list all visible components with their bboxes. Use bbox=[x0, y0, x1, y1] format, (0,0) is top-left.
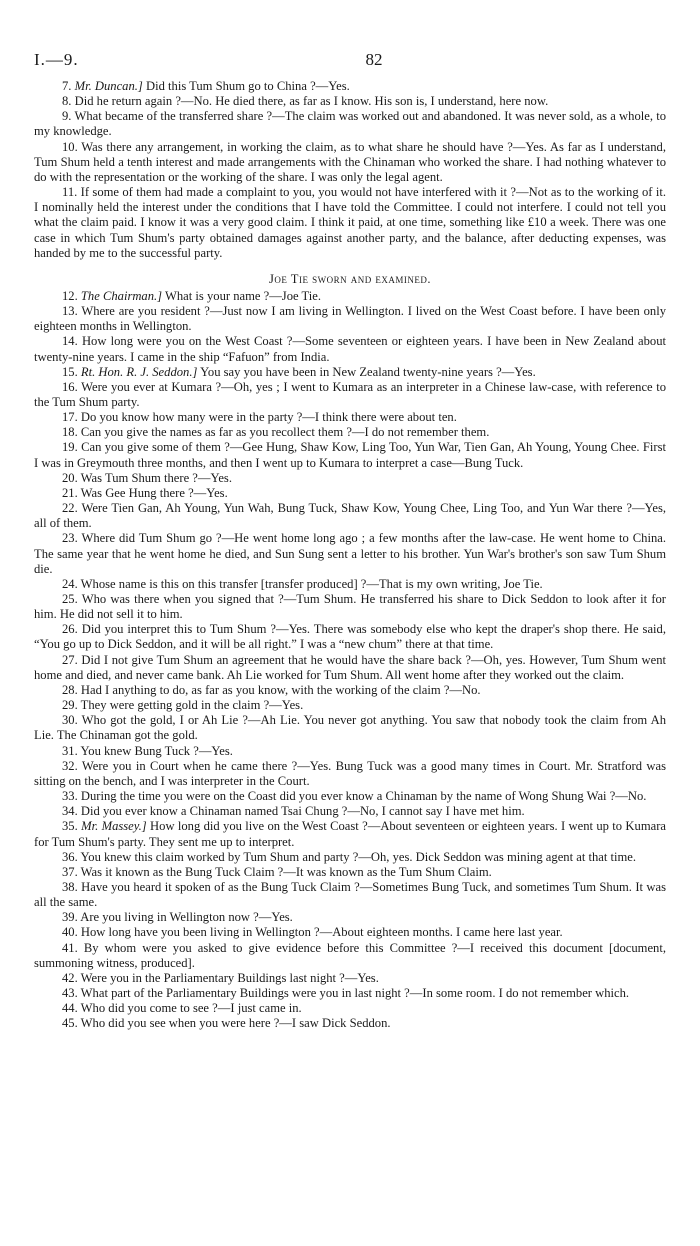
question-number: 43. bbox=[62, 986, 78, 1001]
question-text: Where are you resident ?—Just now I am living in Wellington. I lived on the West Coast before. I have been only eighteen months in Wellington. bbox=[34, 304, 667, 334]
question-text: Who did you come to see ?—I just came in. bbox=[80, 1001, 302, 1016]
question-paragraph bbox=[34, 140, 666, 185]
question-paragraph bbox=[34, 531, 666, 576]
question-text: During the time you were on the Coast did you ever know a Chinaman by the name of Wong Shung Wai ?—No. bbox=[80, 789, 647, 804]
question-text: How long were you on the West Coast ?—Some seventeen or eighteen years. I have been in New Zealand about twenty-nine years. I came in the ship “Fafuon” from India. bbox=[34, 334, 666, 364]
question-number: 45. bbox=[62, 1016, 78, 1031]
question-paragraph bbox=[34, 971, 666, 986]
question-text: You knew Bung Tuck ?—Yes. bbox=[80, 743, 233, 758]
question-paragraph bbox=[34, 850, 666, 865]
question-number: 19. bbox=[62, 440, 78, 455]
question-number: 34. bbox=[62, 804, 78, 819]
question-text: If some of them had made a complaint to you, you would not have interfered with it ?—Not as to the working of it. I nominally held the interest under the conditions that I have told the Committee. I could not interfere. I could not tell you what the claim paid. I know it was a very good claim. I think it paid, at one time, something like £10 a week. There was one case in which Tum Shum's party obtained damages against another party, and the balance, after deducting expenses, was handed by me to the successful party. bbox=[34, 185, 666, 260]
question-text: Whose name is this on this transfer [transfer produced] ?—That is my own writing, Joe Tie. bbox=[80, 576, 543, 591]
question-paragraph bbox=[34, 486, 666, 501]
question-paragraph bbox=[34, 410, 666, 425]
question-paragraph bbox=[34, 683, 666, 698]
question-paragraph bbox=[34, 425, 666, 440]
question-number: 36. bbox=[62, 849, 78, 864]
question-text: Was Tum Shum there ?—Yes. bbox=[80, 470, 232, 485]
question-number: 37. bbox=[62, 864, 78, 879]
question-number: 31. bbox=[62, 743, 78, 758]
question-paragraph bbox=[34, 713, 666, 743]
question-text: Were you in the Parliamentary Buildings last night ?—Yes. bbox=[80, 970, 379, 985]
question-text: Were you ever at Kumara ?—Oh, yes ; I went to Kumara as an interpreter in a Chinese law-case, with reference to the Tum Shum party. bbox=[34, 379, 667, 409]
question-paragraph bbox=[34, 744, 666, 759]
question-number: 44. bbox=[62, 1001, 78, 1016]
question-number: 20. bbox=[62, 470, 78, 485]
question-text: How long have you been living in Wellington ?—About eighteen months. I came here last year. bbox=[80, 925, 563, 940]
question-paragraph bbox=[34, 986, 666, 1001]
question-paragraph bbox=[34, 94, 666, 109]
question-text: Had I anything to do, as far as you know, with the working of the claim ?—No. bbox=[80, 682, 481, 697]
question-number: 38. bbox=[62, 879, 78, 894]
question-text: Was Gee Hung there ?—Yes. bbox=[80, 485, 228, 500]
question-number: 14. bbox=[62, 334, 78, 349]
question-number: 28. bbox=[62, 682, 78, 697]
question-text: Are you living in Wellington now ?—Yes. bbox=[80, 910, 293, 925]
question-text: Did this Tum Shum go to China ?—Yes. bbox=[145, 79, 350, 93]
question-number: 32. bbox=[62, 758, 78, 773]
question-paragraph bbox=[34, 289, 666, 304]
question-paragraph bbox=[34, 577, 666, 592]
question-number: 21. bbox=[62, 485, 78, 500]
question-text: Can you give some of them ?—Gee Hung, Shaw Kow, Ling Too, Yun War, Tien Gan, Ah Young, Young Chee. First I was in Greymouth three months, and then I went up to Kumara to interpret a case—Bung Tuck. bbox=[34, 440, 666, 470]
question-paragraph bbox=[34, 865, 666, 880]
question-number: 41. bbox=[62, 940, 78, 955]
question-text: Did you interpret this to Tum Shum ?—Yes. There was somebody else who kept the draper's shop there. He said, “You go up to Dick Seddon, and it will be all right.” I was a “new chum” there at that time. bbox=[34, 622, 666, 652]
question-text: Did you ever know a Chinaman named Tsai Chung ?—No, I cannot say I have met him. bbox=[80, 804, 525, 819]
question-text: What is your name ?—Joe Tie. bbox=[165, 288, 322, 303]
question-number: 40. bbox=[62, 925, 78, 940]
question-number: 30. bbox=[62, 713, 78, 728]
question-paragraph bbox=[34, 592, 666, 622]
question-paragraph bbox=[34, 380, 666, 410]
question-text: How long did you live on the West Coast ?—About seventeen or eighteen years. I went up to Kumara for Tum Shum's party. They sent me up to interpret. bbox=[34, 819, 666, 849]
question-text: Was it known as the Bung Tuck Claim ?—It was known as the Tum Shum Claim. bbox=[80, 864, 492, 879]
question-number: 33. bbox=[62, 789, 78, 804]
page-body bbox=[34, 79, 666, 1032]
question-number: 16. bbox=[62, 379, 78, 394]
question-paragraph bbox=[34, 1001, 666, 1016]
question-text: You say you have been in New Zealand twenty-nine years ?—Yes. bbox=[200, 364, 536, 379]
question-number: 13. bbox=[62, 304, 78, 319]
question-number: 24. bbox=[62, 576, 78, 591]
question-number: 39. bbox=[62, 910, 78, 925]
question-paragraph bbox=[34, 819, 666, 849]
question-number: 26. bbox=[62, 622, 78, 637]
question-text: You knew this claim worked by Tum Shum and party ?—Oh, yes. Dick Seddon was mining agent at that time. bbox=[80, 849, 637, 864]
question-number: 7. bbox=[62, 79, 72, 93]
question-paragraph bbox=[34, 334, 666, 364]
question-text: Who did you see when you were here ?—I saw Dick Seddon. bbox=[80, 1016, 391, 1031]
question-paragraph bbox=[34, 925, 666, 940]
question-text: Did I not give Tum Shum an agreement that he would have the share back ?—Oh, yes. However, Tum Shum went home and died, and never came bank. Ah Lie worked for Tum Shum. All went home after they worked out the claim. bbox=[34, 652, 666, 682]
question-paragraph bbox=[34, 941, 666, 971]
question-text: Have you heard it spoken of as the Bung Tuck Claim ?—Sometimes Bung Tuck, and sometimes Tum Shum. It was all the same. bbox=[34, 879, 666, 910]
question-number: 8. bbox=[62, 94, 72, 109]
question-text: What part of the Parliamentary Buildings were you in last night ?—In some room. I do not remember which. bbox=[80, 986, 630, 1001]
question-text: Do you know how many were in the party ?—I think there were about ten. bbox=[80, 410, 457, 425]
question-text: They were getting gold in the claim ?—Yes. bbox=[80, 698, 304, 713]
speaker-name: The Chairman.] bbox=[80, 288, 163, 303]
question-number: 10. bbox=[62, 139, 78, 154]
question-paragraph bbox=[34, 365, 666, 380]
question-text: Was there any arrangement, in working the claim, as to what share he should have ?—Yes. As far as I understand, Tum Shum held a tenth interest and made arrangements with the Chinaman who worked the share. I had nothing whatever to do with the representation or the working of the share. I was only the legal agent. bbox=[34, 139, 666, 184]
question-paragraph bbox=[34, 880, 666, 910]
question-number: 15. bbox=[62, 364, 78, 379]
question-number: 35. bbox=[62, 819, 78, 834]
question-text: Who was there when you signed that ?—Tum Shum. He transferred his share to Dick Seddon to look after it for him. He did not sell it to him. bbox=[34, 592, 667, 622]
question-paragraph bbox=[34, 471, 666, 486]
page-header bbox=[34, 50, 666, 70]
question-text: Where did Tum Shum go ?—He went home long ago ; a few months after the law-case. He went home to China. The same year that he went home he died, and Sun Sung sent a letter to his brother. Yun War's brother's son saw Tum Shum die. bbox=[34, 531, 666, 576]
question-number: 9. bbox=[62, 109, 72, 124]
question-number: 11. bbox=[62, 185, 78, 200]
speaker-name: Rt. Hon. R. J. Seddon.] bbox=[80, 364, 198, 379]
question-paragraph bbox=[34, 698, 666, 713]
question-number: 12. bbox=[62, 288, 78, 303]
question-text: Did he return again ?—No. He died there, as far as I know. His son is, I understand, here now. bbox=[74, 94, 549, 109]
question-paragraph bbox=[34, 910, 666, 925]
question-number: 17. bbox=[62, 410, 78, 425]
question-paragraph bbox=[34, 440, 666, 470]
speaker-name: Mr. Massey.] bbox=[81, 819, 147, 834]
question-text: Can you give the names as far as you recollect them ?—I do not remember them. bbox=[80, 425, 490, 440]
question-number: 22. bbox=[62, 501, 78, 516]
paper-reference: I.—9. bbox=[34, 50, 79, 69]
question-paragraph bbox=[34, 501, 666, 531]
question-paragraph bbox=[34, 759, 666, 789]
page-number: 82 bbox=[365, 50, 383, 69]
question-paragraph bbox=[34, 79, 666, 94]
question-number: 42. bbox=[62, 970, 78, 985]
speaker-name: Mr. Duncan.] bbox=[74, 79, 143, 93]
question-paragraph bbox=[34, 804, 666, 819]
question-text: Were Tien Gan, Ah Young, Yun Wah, Bung Tuck, Shaw Kow, Young Chee, Ling Too, and Yun War there ?—Yes, all of them. bbox=[34, 501, 667, 531]
question-paragraph bbox=[34, 109, 666, 139]
question-paragraph bbox=[34, 304, 666, 334]
witness-heading: Joe Tie sworn and examined. bbox=[268, 271, 432, 286]
question-text: Were you in Court when he came there ?—Yes. Bung Tuck was a good many times in Court. Mr. Stratford was sitting on the bench, and I was interpreter in the Court. bbox=[34, 758, 666, 788]
question-number: 18. bbox=[62, 425, 78, 440]
question-text: By whom were you asked to give evidence before this Committee ?—I received this document [document, summoning witness, produced]. bbox=[34, 940, 666, 970]
question-text: What became of the transferred share ?—The claim was worked out and abandoned. It was never sold, as a whole, to my knowledge. bbox=[34, 109, 667, 139]
question-paragraph bbox=[34, 622, 666, 652]
question-paragraph bbox=[34, 653, 666, 683]
question-number: 27. bbox=[62, 652, 78, 667]
question-number: 29. bbox=[62, 698, 78, 713]
question-paragraph bbox=[34, 789, 666, 804]
evidence-section-1 bbox=[34, 79, 666, 261]
question-number: 25. bbox=[62, 592, 78, 606]
question-paragraph bbox=[34, 1016, 666, 1031]
question-number: 23. bbox=[62, 531, 78, 546]
question-text: Who got the gold, I or Ah Lie ?—Ah Lie. You never got anything. You saw that nobody took the claim from Ah Lie. The Chinaman got the gold. bbox=[34, 713, 666, 743]
question-paragraph bbox=[34, 185, 666, 261]
evidence-section-2 bbox=[34, 289, 666, 1032]
